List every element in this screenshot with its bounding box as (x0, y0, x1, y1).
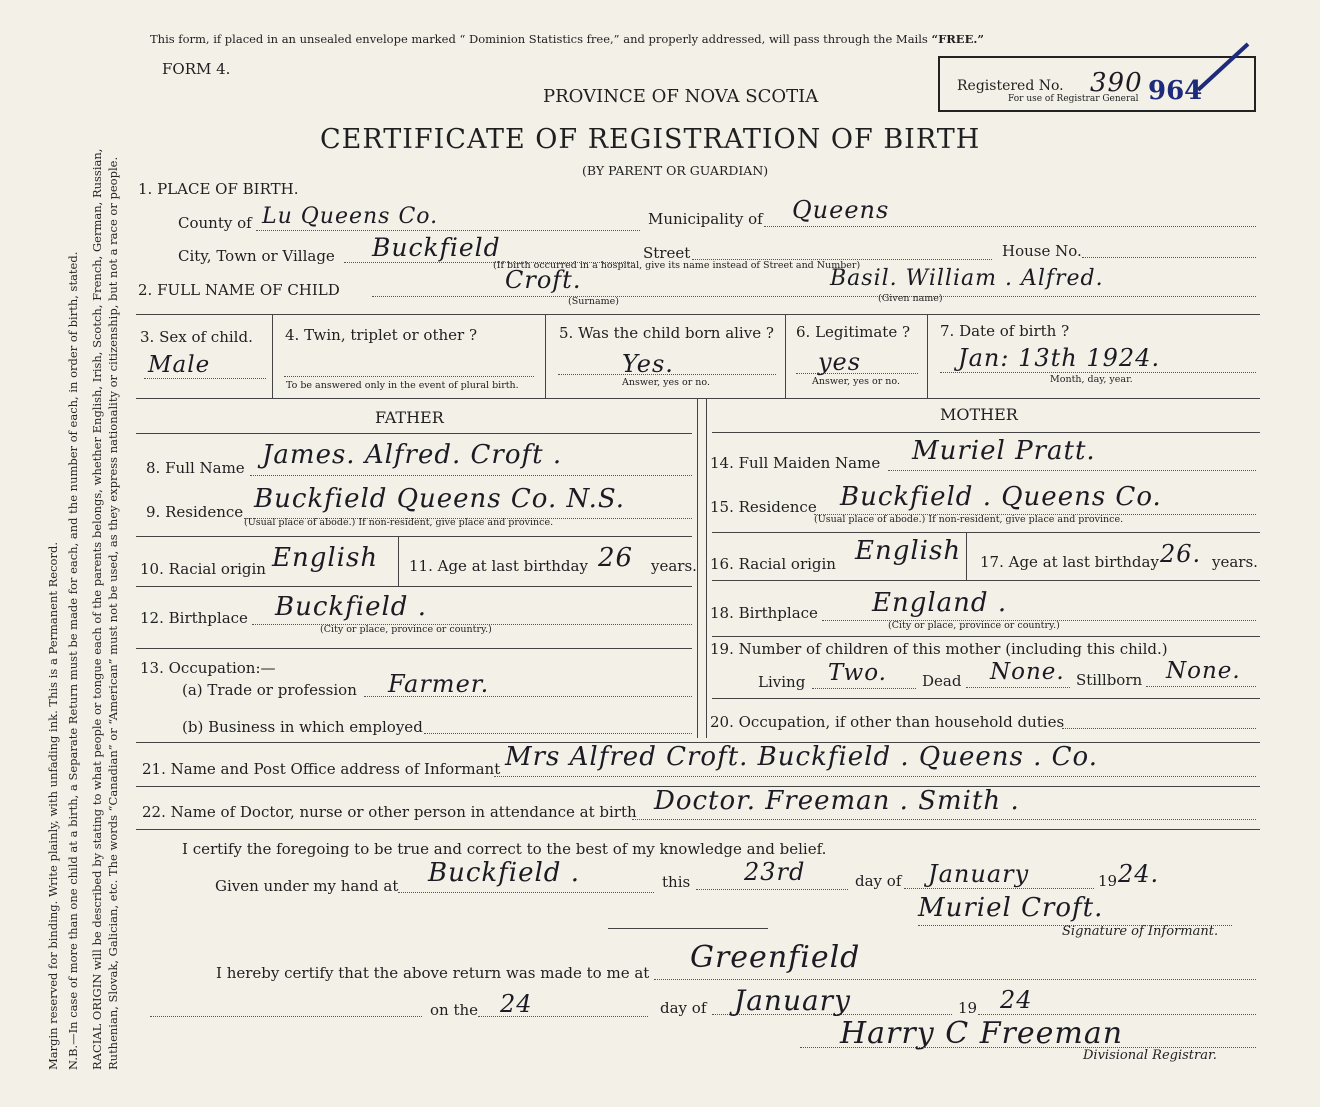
informant-signature: Muriel Croft. (918, 893, 1104, 923)
registration-box (938, 56, 1256, 112)
registrar-year-prefix: 19 (958, 999, 978, 1017)
given-place-value: Buckfield . (428, 858, 580, 888)
registrar-signature-label: Divisional Registrar. (1083, 1048, 1217, 1063)
mother-age-value: 26. (1160, 540, 1202, 568)
dob-note: Month, day, year. (1050, 374, 1133, 385)
given-under-label: Given under my hand at (215, 877, 399, 895)
mail-note: This form, if placed in an unsealed envelope marked “ Dominion Statistics free,” and properly addressed, will pass through the Mails “FREE.” (150, 32, 984, 46)
registered-number-stamp: 964 (1148, 76, 1203, 106)
dead-label: Dead (922, 672, 962, 690)
father-race-value: English (272, 543, 379, 573)
municipality-label: Municipality of (648, 210, 763, 228)
stillborn-value: None. (1166, 658, 1241, 684)
margin-note-racial-1: RACIAL ORIGIN will be described by stating to what people or tongue each of the parents belongs, whether English, Irish, Scotch, French, German, Russian, (90, 148, 104, 1070)
children-count-label: 19. Number of children of this mother (including this child.) (710, 640, 1168, 658)
province-heading: PROVINCE OF NOVA SCOTIA (543, 86, 819, 107)
registrar-day-value: 24 (500, 990, 533, 1018)
informant-signature-label: Signature of Informant. (1062, 924, 1219, 939)
county-label: County of (178, 214, 252, 232)
twin-note: To be answered only in the event of plural birth. (286, 380, 519, 391)
father-age-value: 26 (598, 543, 634, 573)
father-birthplace-label: 12. Birthplace (140, 609, 248, 627)
born-alive-label: 5. Was the child born alive ? (559, 324, 774, 342)
father-residence-label: 9. Residence (146, 503, 244, 521)
certify-dayof-label: day of (855, 872, 902, 890)
mother-heading: MOTHER (940, 405, 1018, 424)
father-occupation-label: 13. Occupation:— (140, 659, 276, 677)
born-alive-note: Answer, yes or no. (622, 377, 711, 388)
mother-birthplace-value: England . (872, 588, 1008, 618)
trade-value: Farmer. (388, 670, 490, 698)
father-heading: FATHER (375, 408, 444, 427)
certify-month-value: January (928, 860, 1030, 888)
mother-residence-value: Buckfield . Queens Co. (840, 482, 1162, 512)
certify-year-prefix: 19 (1098, 872, 1118, 890)
mother-age-label: 17. Age at last birthday (980, 553, 1159, 571)
certificate-subtitle: (BY PARENT OR GUARDIAN) (582, 163, 769, 178)
certify-year-value: 24. (1118, 860, 1160, 888)
dob-value: Jan: 13th 1924. (958, 344, 1161, 372)
registered-number-handwritten: 390 (1090, 68, 1143, 98)
registered-no-label: Registered No. (957, 78, 1064, 94)
municipality-value: Queens (792, 196, 890, 224)
registrar-statement: I hereby certify that the above return was made to me at (216, 964, 650, 982)
city-value: Buckfield (372, 233, 501, 262)
business-label: (b) Business in which employed (182, 718, 423, 736)
legitimate-note: Answer, yes or no. (812, 376, 901, 387)
mail-free: “FREE.” (931, 32, 984, 46)
mother-race-label: 16. Racial origin (710, 555, 836, 573)
mother-birthplace-label: 18. Birthplace (710, 604, 818, 622)
certificate-title: CERTIFICATE OF REGISTRATION OF BIRTH (320, 124, 981, 155)
father-name-value: James. Alfred. Croft . (262, 440, 563, 470)
legitimate-value: yes (818, 348, 862, 376)
living-label: Living (758, 673, 806, 691)
street-note: (If birth occurred in a hospital, give its name instead of Street and Number) (493, 260, 861, 271)
father-age-unit: years. (651, 557, 697, 575)
house-no-label: House No. (1002, 242, 1082, 260)
doctor-label: 22. Name of Doctor, nurse or other person in attendance at birth (142, 803, 637, 821)
twin-label: 4. Twin, triplet or other ? (285, 326, 477, 344)
born-alive-value: Yes. (622, 350, 674, 378)
mother-residence-label: 15. Residence (710, 498, 817, 516)
father-residence-note: (Usual place of abode.) If non-resident, give place and province. (244, 517, 554, 528)
doctor-value: Doctor. Freeman . Smith . (654, 786, 1020, 816)
street-label: Street (643, 244, 691, 262)
margin-note-binding: Margin reserved for binding. Write plainly, with unfading ink. This is a Permanent Record. (46, 542, 60, 1070)
margin-note-nb: N.B.—In case of more than one child at a birth, a Separate Return must be made for each, and the number of each, in order of birth, stated. (66, 251, 80, 1070)
father-residence-value: Buckfield Queens Co. N.S. (254, 484, 626, 514)
informant-value: Mrs Alfred Croft. Buckfield . Queens . Co. (505, 742, 1098, 772)
mother-occupation-label: 20. Occupation, if other than household duties (710, 713, 1065, 731)
child-given-name: Basil. William . Alfred. (830, 266, 1104, 291)
surname-note: (Surname) (568, 296, 619, 307)
mother-name-label: 14. Full Maiden Name (710, 454, 881, 472)
place-of-birth-label: 1. PLACE OF BIRTH. (138, 180, 299, 198)
given-name-note: (Given name) (878, 293, 943, 304)
sex-label: 3. Sex of child. (140, 328, 253, 346)
registrar-year-value: 24 (1000, 986, 1033, 1014)
stillborn-label: Stillborn (1076, 671, 1143, 689)
living-value: Two. (828, 660, 887, 686)
mother-residence-note: (Usual place of abode.) If non-resident, give place and province. (814, 514, 1124, 525)
dob-label: 7. Date of birth ? (940, 322, 1070, 340)
mother-age-unit: years. (1212, 553, 1258, 571)
city-label: City, Town or Village (178, 247, 335, 265)
pen-mark-icon (1196, 40, 1256, 100)
registrar-on-label: on the (430, 1001, 479, 1019)
registrar-place-value: Greenfield (690, 940, 861, 975)
registrar-dayof-label: day of (660, 999, 707, 1017)
informant-label: 21. Name and Post Office address of Informant (142, 760, 501, 778)
certify-statement: I certify the foregoing to be true and correct to the best of my knowledge and belief. (182, 840, 827, 858)
father-race-label: 10. Racial origin (140, 560, 266, 578)
registrar-month-value: January (734, 984, 851, 1017)
sex-value: Male (148, 352, 211, 378)
mother-race-value: English (855, 536, 962, 566)
dead-value: None. (990, 659, 1065, 685)
father-birthplace-value: Buckfield . (275, 592, 427, 622)
mother-birthplace-note: (City or place, province or country.) (888, 620, 1060, 631)
this-label: this (662, 873, 691, 891)
father-age-label: 11. Age at last birthday (409, 557, 588, 575)
legitimate-label: 6. Legitimate ? (796, 323, 911, 341)
father-birthplace-note: (City or place, province or country.) (320, 624, 492, 635)
registrar-signature: Harry C Freeman (840, 1016, 1124, 1051)
registrar-general-note: For use of Registrar General (1008, 94, 1139, 104)
trade-label: (a) Trade or profession (182, 681, 357, 699)
father-name-label: 8. Full Name (146, 459, 245, 477)
certify-day-value: 23rd (744, 858, 806, 886)
margin-note-racial-2: Ruthenian, Slovak, Galician, etc. The words “Canadian” or “American” must not be used, as they express nationality or citizenship, but not a race or people. (106, 156, 120, 1070)
form-number: FORM 4. (162, 60, 231, 78)
county-value: Lu Queens Co. (262, 204, 439, 229)
mother-name-value: Muriel Pratt. (912, 436, 1096, 466)
child-surname: Croft. (505, 266, 582, 294)
child-name-label: 2. FULL NAME OF CHILD (138, 281, 340, 299)
